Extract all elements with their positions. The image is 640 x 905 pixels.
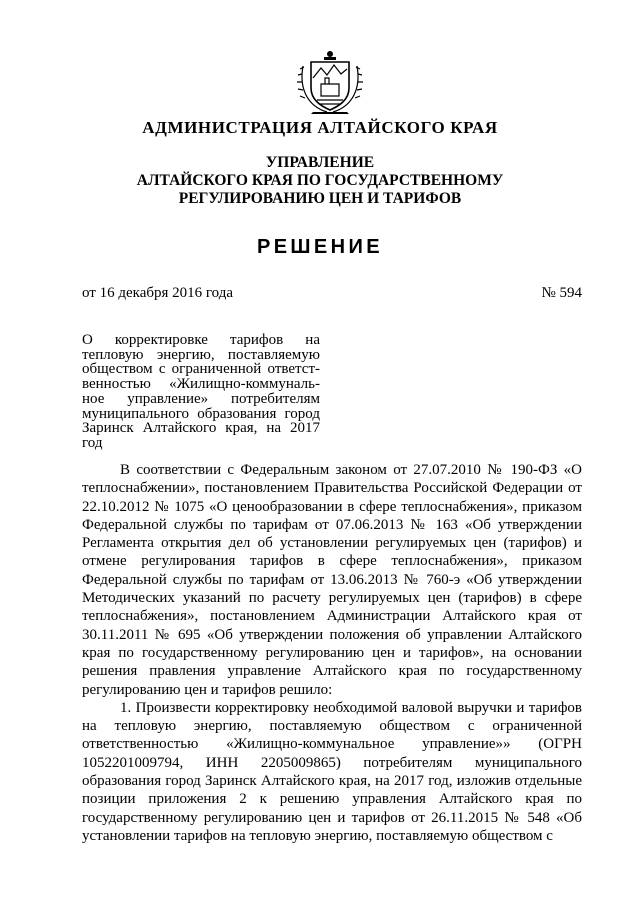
document-date: от 16 декабря 2016 года	[82, 285, 234, 301]
document-number: № 594	[541, 285, 582, 301]
coat-of-arms-icon	[297, 48, 363, 116]
document-body	[82, 461, 582, 845]
body-paragraph: 1. Произвести корректировку необходимой валовой выручки и тарифов на тепловую энергию, поставляемую обществом с ограниченной ответственностью «Жилищно-коммунальное управление»» (ОГРН 1052201009794, ИНН 2205009865) потребителям муниципального образования город Заринск Алтайского края, на 2017 год, изложив отдельные позиции приложения 2 к решению управления Алтайского края по государственному регулированию цен и тарифов от 26.11.2015 № 548 «Об установлении тарифов на тепловую энергию, поставляемую обществом с	[82, 699, 582, 844]
department-line: АЛТАЙСКОГО КРАЯ ПО ГОСУДАРСТВЕННОМУ	[136, 172, 504, 189]
document-title: РЕШЕНИЕ	[256, 236, 384, 258]
department-name	[0, 154, 640, 208]
document-subject: О корректировке тарифов на тепловую энергию, поставляемую обществом с ограниченной ответст-венностью «Жилищно-коммуналь-ное управление» потребителям муниципального образования город Заринск Алтайского края, на 2017 год	[82, 332, 320, 451]
department-line: РЕГУЛИРОВАНИЮ ЦЕН И ТАРИФОВ	[178, 190, 462, 207]
body-paragraph: В соответствии с Федеральным законом от 27.07.2010 № 190-ФЗ «О теплоснабжении», постановлением Правительства Российской Федерации от 22.10.2012 № 1075 «О ценообразовании в сфере теплоснабжения», приказом Федеральной службы по тарифам от 07.06.2013 № 163 «Об утверждении Регламента открытия дел об установлении регулируемых цен (тарифов) и отмене регулирования тарифов в сфере теплоснабжения», приказом Федеральной службы по тарифам от 13.06.2013 № 760-э «Об утверждении Методических указаний по расчету регулируемых цен (тарифов) в сфере теплоснабжения», постановлением Администрации Алтайского края от 30.11.2011 № 695 «Об утверждении положения об управлении Алтайского края по государственному регулированию цен и тарифов», на основании решения правления управление Алтайского края по государственному регулированию цен и тарифов решило:	[82, 462, 582, 698]
department-line: УПРАВЛЕНИЕ	[265, 154, 375, 171]
organization-name: АДМИНИСТРАЦИЯ АЛТАЙСКОГО КРАЯ	[142, 118, 498, 137]
